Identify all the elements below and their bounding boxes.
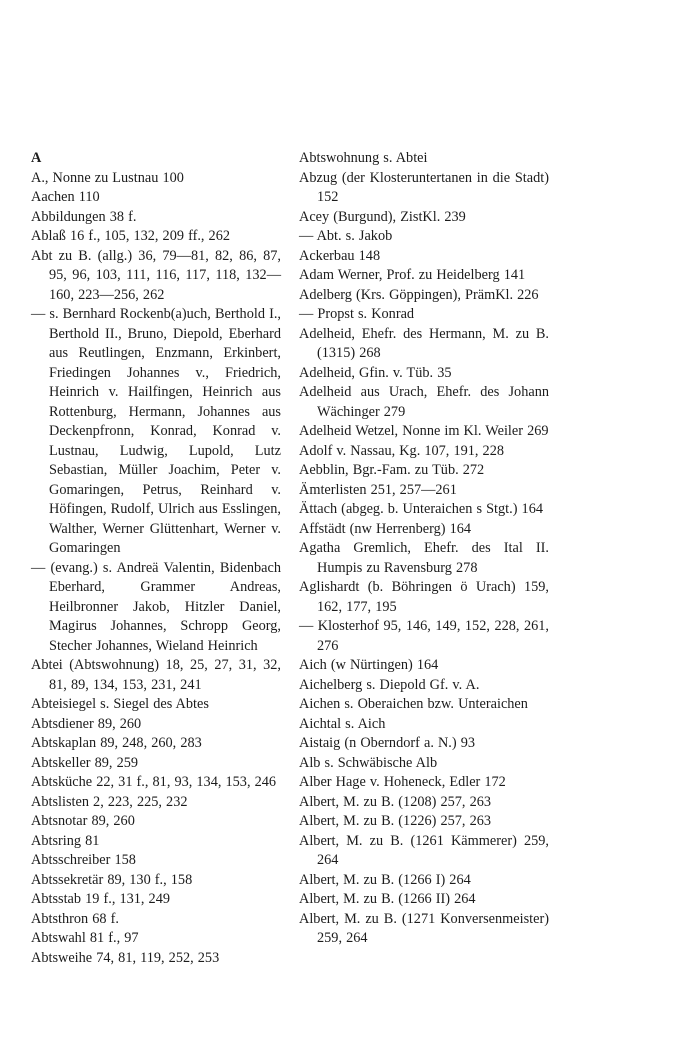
index-column-right: [299, 149, 549, 949]
index-entry: Abtswahl 81 f., 97: [31, 930, 139, 946]
index-entry: Affstädt (nw Herrenberg) 164: [299, 520, 472, 537]
index-entry: Adelheid Wetzel, Nonne im Kl. Weiler 269: [299, 423, 549, 439]
index-entry: Abtssekretär 89, 130 f., 158: [31, 871, 193, 888]
index-entry: Albert, M. zu B. (1261 Kämmerer) 259, 264: [299, 832, 549, 868]
index-entry: Abtsküche 22, 31 f., 81, 93, 134, 153, 246: [31, 774, 277, 790]
index-entry: Aglishardt (b. Böhringen ö Urach) 159, 162, 177, 195: [299, 579, 549, 615]
index-entry: — (evang.) s. Andreä Valentin, Bidenbach Eberhard, Grammer Andreas, Heilbronner Jakob, Hitzler Daniel, Magirus Johannes, Schropp Georg, Stecher Johannes, Wieland Heinrich: [31, 559, 281, 654]
index-entry: Abzug (der Klosteruntertanen in die Stadt) 152: [299, 169, 549, 205]
index-entry: Abtswohnung s. Abtei: [299, 150, 428, 166]
index-entry: Ackerbau 148: [299, 247, 381, 264]
index-entry: Albert, M. zu B. (1266 II) 264: [299, 891, 476, 907]
index-entry: Aistaig (n Oberndorf a. N.) 93: [299, 735, 476, 751]
index-entry: Aich (w Nürtingen) 164: [299, 657, 439, 673]
index-entry: Abbildungen 38 f.: [31, 208, 137, 225]
index-entry: A., Nonne zu Lustnau 100: [31, 169, 184, 186]
index-entry: Abt zu B. (allg.) 36, 79—81, 82, 86, 87, 95, 96, 103, 111, 116, 117, 118, 132—160, 223—256, 262: [31, 247, 281, 303]
index-entry: Albert, M. zu B. (1226) 257, 263: [299, 813, 492, 829]
index-entry: Abteisiegel s. Siegel des Abtes: [31, 696, 209, 712]
index-entry: Aichtal s. Aich: [299, 715, 386, 732]
index-entry: Aachen 110: [31, 189, 100, 205]
index-entry: Ämterlisten 251, 257—261: [299, 481, 457, 498]
index-entry: Abtsstab 19 f., 131, 249: [31, 891, 171, 907]
index-entry: Abtslisten 2, 223, 225, 232: [31, 793, 188, 810]
index-entry: Adelberg (Krs. Göppingen), PrämKl. 226: [299, 286, 539, 303]
index-entry: Ättach (abgeg. b. Unteraichen s Stgt.) 164: [299, 501, 543, 517]
index-entry: Abtskaplan 89, 248, 260, 283: [31, 735, 202, 751]
index-entry: Adelheid aus Urach, Ehefr. des Johann Wächinger 279: [299, 384, 549, 420]
index-entry: Agatha Gremlich, Ehefr. des Ital II. Humpis zu Ravensburg 278: [299, 540, 549, 576]
index-entry: Albert, M. zu B. (1266 I) 264: [299, 871, 471, 888]
index-entry: Abtsweihe 74, 81, 119, 252, 253: [31, 949, 220, 966]
section-letter: A: [31, 150, 42, 166]
index-entry: — Propst s. Konrad: [299, 306, 415, 322]
index-column-left: [31, 149, 281, 968]
index-entry: Aichelberg s. Diepold Gf. v. A.: [299, 676, 480, 693]
index-entry: Albert, M. zu B. (1271 Konversenmeister) 259, 264: [299, 910, 549, 946]
index-entry: — Abt. s. Jakob: [299, 228, 393, 244]
index-entry: Adam Werner, Prof. zu Heidelberg 141: [299, 267, 526, 283]
index-entry: Adelheid, Ehefr. des Hermann, M. zu B. (1315) 268: [299, 325, 549, 361]
index-entry: Adelheid, Gfin. v. Tüb. 35: [299, 364, 452, 381]
index-entry: Alber Hage v. Hoheneck, Edler 172: [299, 774, 506, 790]
index-entry: Abtsring 81: [31, 832, 100, 849]
index-entry: — s. Bernhard Rockenb(a)uch, Berthold I., Berthold II., Bruno, Diepold, Eberhard aus Reutlingen, Enzmann, Erkinbert, Friedingen Johannes v., Friedrich, Heinrich v. Hailfingen, Heinrich aus Rottenburg, Hermann, Johannes aus Deckenpfronn, Konrad, Konrad v. Lustnau, Ludwig, Lupold, Lutz Sebastian, Müller Joachim, Peter v. Gomaringen, Petrus, Reinhard v. Höfingen, Rudolf, Ulrich aus Esslingen, Walther, Werner Glüttenhart, Werner v. Gomaringen: [31, 306, 281, 556]
index-entry: Albert, M. zu B. (1208) 257, 263: [299, 793, 492, 810]
index-entry: Abtsdiener 89, 260: [31, 715, 142, 732]
index-entry: Adolf v. Nassau, Kg. 107, 191, 228: [299, 442, 504, 459]
index-entry: — Klosterhof 95, 146, 149, 152, 228, 261, 276: [299, 618, 549, 654]
index-entry: Ablaß 16 f., 105, 132, 209 ff., 262: [31, 228, 231, 244]
index-entry: Acey (Burgund), ZistKl. 239: [299, 208, 466, 225]
index-entry: Abtei (Abtswohnung) 18, 25, 27, 31, 32, 81, 89, 134, 153, 231, 241: [31, 657, 281, 693]
index-entry: Alb s. Schwäbische Alb: [299, 754, 438, 771]
index-entry: Abtsschreiber 158: [31, 852, 136, 868]
index-entry: Abtsthron 68 f.: [31, 910, 119, 927]
index-entry: Aichen s. Oberaichen bzw. Unteraichen: [299, 696, 528, 712]
index-entry: Abtskeller 89, 259: [31, 754, 139, 771]
index-entry: Abtsnotar 89, 260: [31, 813, 135, 829]
index-entry: Aebblin, Bgr.-Fam. zu Tüb. 272: [299, 462, 485, 478]
